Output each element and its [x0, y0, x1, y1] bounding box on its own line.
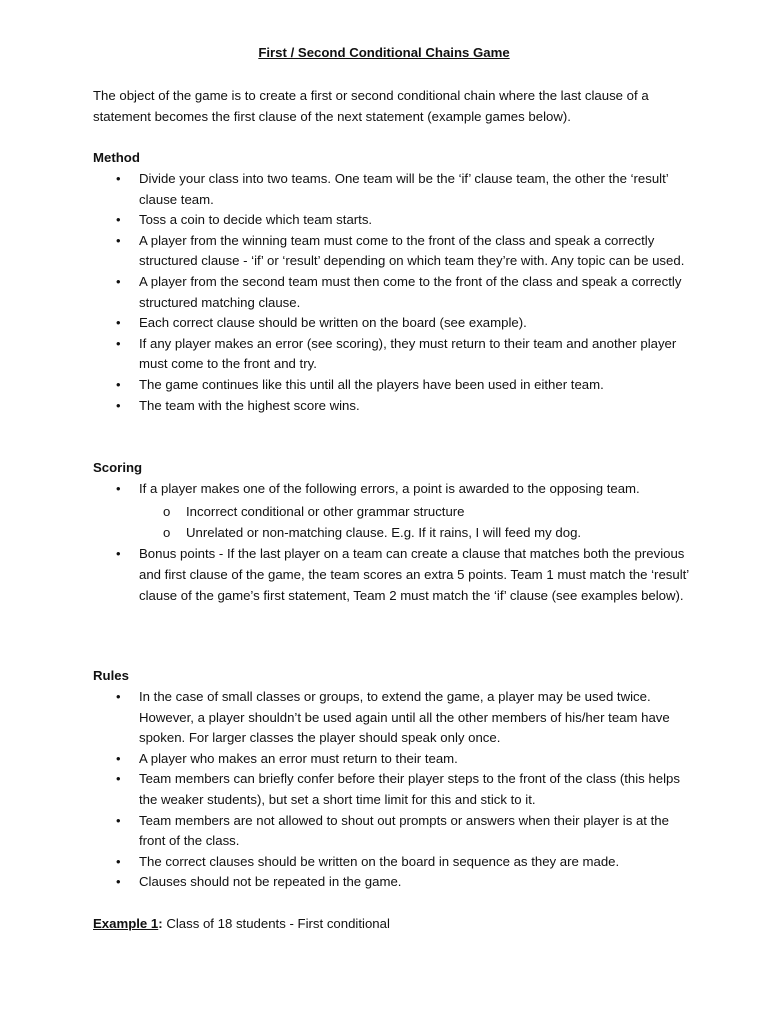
example-heading	[93, 914, 390, 934]
rules-heading: Rules	[93, 668, 129, 683]
sub-list-item: o Incorrect conditional or other grammar structure	[139, 501, 690, 522]
list-item: • A player from the second team must then come to the front of the class and speak a correctly structured matching clause.	[116, 273, 682, 310]
list-item: • The correct clauses should be written on the board in sequence as they are made.	[0, 852, 690, 873]
list-item: • If a player makes one of the following errors, a point is awarded to the opposing team. o Incorrect conditional or other grammar structure o Unrelated or non-matching clause. E.g. If it rains, I will feed my dog.	[0, 479, 690, 543]
sub-list-item: o Unrelated or non-matching clause. E.g. If it rains, I will feed my dog.	[139, 522, 690, 543]
circle-bullet-icon: o	[163, 525, 171, 540]
bullet-icon: •	[116, 812, 121, 828]
bullet-icon: •	[116, 273, 121, 289]
scoring-list	[0, 479, 690, 606]
method-list	[0, 169, 690, 416]
circle-bullet-icon: o	[163, 503, 171, 519]
example-label: Example 1	[93, 916, 159, 931]
list-item: • The game continues like this until all the players have been used in either team.	[0, 375, 690, 396]
bullet-icon: •	[116, 853, 121, 869]
list-item: • A player who makes an error must return to their team.	[0, 749, 690, 770]
intro-paragraph: The object of the game is to create a first or second conditional chain where the last clause of a statement becomes the first clause of the next statement (example games below).	[93, 88, 649, 124]
list-item: • Team members can briefly confer before their player steps to the front of the class (this helps the weaker students), but set a short time limit for this and stick to it.	[116, 771, 680, 807]
sub-list	[139, 501, 690, 544]
bullet-icon: •	[116, 874, 121, 890]
page-title: First / Second Conditional Chains Game	[258, 45, 510, 60]
bullet-icon: •	[116, 771, 121, 787]
scoring-heading: Scoring	[93, 460, 143, 475]
bullet-icon: •	[116, 232, 121, 248]
bullet-icon: •	[116, 397, 121, 413]
list-item: • The team with the highest score wins.	[0, 396, 690, 417]
example-colon: :	[158, 916, 163, 931]
bullet-icon: •	[116, 376, 121, 392]
list-item: • Team members are not allowed to shout out prompts or answers when their player is at the front of the class.	[116, 812, 669, 849]
bullet-icon: •	[116, 750, 121, 766]
example-text: Class of 18 students - First conditional	[162, 916, 390, 931]
list-item: • Clauses should not be repeated in the game.	[0, 872, 690, 893]
list-item: • A player from the winning team must come to the front of the class and speak a correctly structured clause - ‘if’ or ‘result’ depending on which team they’re with. Any topic can be used.	[116, 232, 685, 269]
list-item: • In the case of small classes or groups, to extend the game, a player may be used twice. However, a player shouldn’t be used again until all the other members of his/her team have spoken. For larger classes the player should speak only once.	[116, 689, 670, 746]
bullet-icon: •	[116, 315, 121, 331]
list-item: • Toss a coin to decide which team starts.	[0, 210, 690, 231]
list-item: • Divide your class into two teams. One team will be the ‘if’ clause team, the other the ‘result’ clause team.	[116, 171, 669, 207]
method-heading: Method	[93, 150, 140, 165]
bullet-icon: •	[116, 212, 121, 228]
list-item: • Bonus points - If the last player on a team can create a clause that matches both the previous and first clause of the game, the team scores an extra 5 points. Team 1 must match the ‘result’ clause of the game’s first statement, Team 2 must match the ‘if’ clause (see examples below).	[116, 546, 689, 603]
bullet-icon: •	[116, 689, 121, 704]
bullet-icon: •	[116, 481, 121, 496]
bullet-icon: •	[116, 546, 121, 562]
list-item: • Each correct clause should be written on the board (see example).	[0, 313, 690, 334]
bullet-icon: •	[116, 335, 121, 351]
bullet-icon: •	[116, 171, 121, 186]
rules-list	[0, 687, 690, 893]
list-item: • If any player makes an error (see scoring), they must return to their team and another player must come to the front and try.	[116, 335, 677, 372]
